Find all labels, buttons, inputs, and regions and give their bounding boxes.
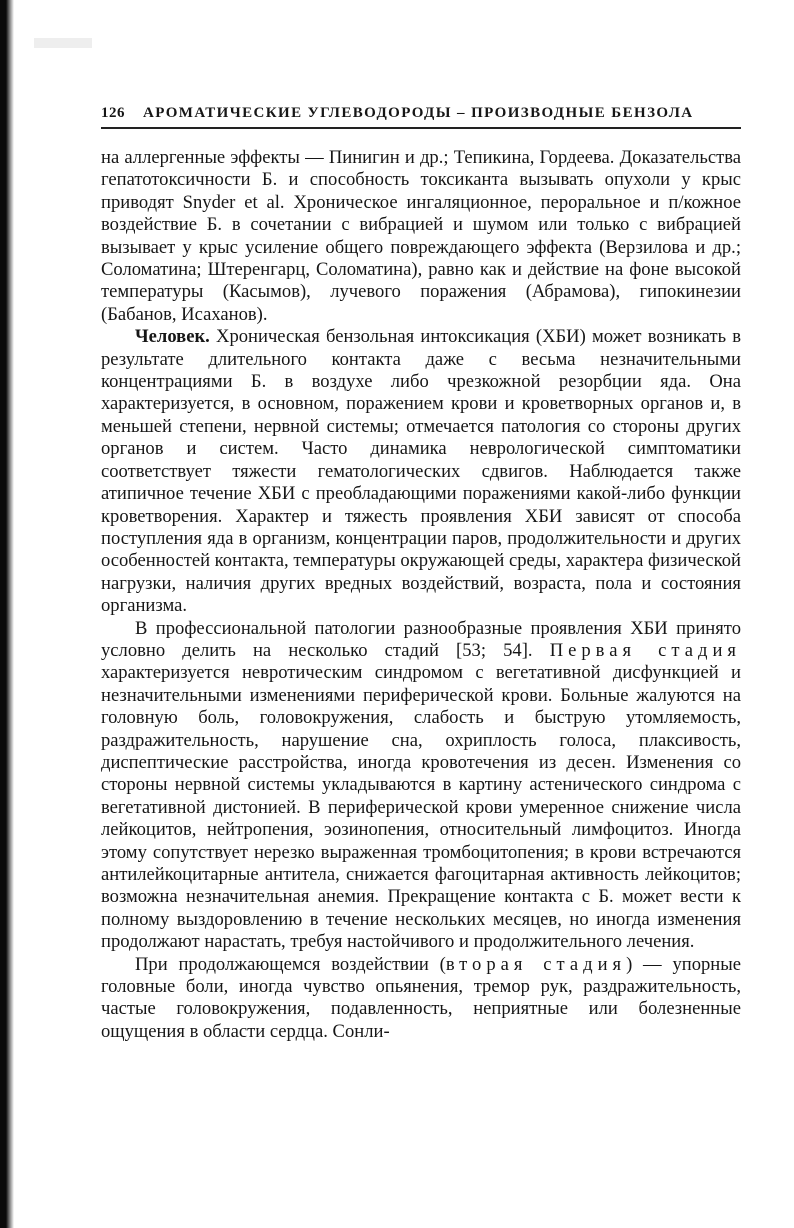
paragraph-3-text-rest: характеризуется невротическим синдромом с вегетативной дисфункцией и незначительными изменениями периферической крови. Больные жалуются на головную боль, головокружения, слабость и быструю утомляемость, раздражительность, нарушение сна, охриплость голоса, плаксивость, диспептические расстройства, иногда кровотечения из десен. Изменения со стороны нервной системы укладываются в картину астенического синдрома с вегетативной дистонией. В периферической крови умеренное снижение числа лейкоцитов, нейтропения, эозинопения, относительный лимфоцитоз. Иногда этому сопутствует нерезко выраженная тромбоцитопения; в крови встречаются антилейкоцитарные антитела, снижается фагоцитарная активность лейкоцитов; возможна незначительная анемия. Прекращение контакта с Б. может вести к полному выздоровлению в течение нескольких месяцев, но иногда изменения продолжают нарастать, требуя настойчивого и продолжительного лечения.	[101, 662, 741, 953]
scan-edge-shadow	[0, 0, 14, 1228]
paragraph-4-text-start: При продолжающемся воздействии (	[135, 953, 446, 975]
first-stage-term: Первая стадия	[549, 639, 741, 661]
page-number: 126	[101, 105, 125, 121]
paragraph-2	[101, 326, 741, 617]
second-stage-term: вторая стадия	[445, 953, 627, 975]
paragraph-3	[101, 618, 741, 954]
book-page	[101, 105, 741, 1043]
section-lead-human: Человек.	[135, 326, 210, 348]
scan-smudge	[34, 38, 92, 48]
body-text	[101, 147, 741, 1043]
running-header	[101, 105, 741, 129]
paragraph-1-text: на аллергенные эффекты — Пинигин и др.; Тепикина, Гордеева. Доказательства гепатотоксичности Б. и способность токсиканта вызывать опухоли у крыс приводят Snyder et al. Хроническое ингаляционное, пероральное и п/кожное воздействие Б. в сочетании с вибрацией и шумом или только с вибрацией вызывает у крыс усиление общего повреждающего эффекта (Верзилова и др.; Соломатина; Штеренгарц, Соломатина), равно как и действие на фоне высокой температуры (Касымов), лучевого поражения (Абрамова), гипокинезии (Бабанов, Исаханов).	[101, 147, 741, 325]
paragraph-2-text: Хроническая бензольная интоксикация (ХБИ) может возникать в результате длительного контакта даже с весьма незначительными концентрациями Б. в воздухе либо чрезкожной резорбции яда. Она характеризуется, в основном, поражением крови и кроветворных органов и, в меньшей степени, нервной системы; отмечается патология со стороны других органов и систем. Часто динамика неврологической симптоматики соответствует тяжести гематологических сдвигов. Наблюдается также атипичное течение ХБИ с преобладающими поражениями какой-либо функции кроветворения. Характер и тяжесть проявления ХБИ зависят от способа поступления яда в организм, концентрации паров, продолжительности и других особенностей контакта, температуры окружающей среды, характера физической нагрузки, наличия других вредных воздействий, возраста, пола и состояния организма.	[101, 326, 741, 617]
paragraph-4-text-rest: ) — упорные головные боли, иногда чувство опьянения, тремор рук, раздражительность, частые головокружения, подавленность, неприятные или болезненные ощущения в области сердца. Сонли-	[101, 953, 741, 1042]
paragraph-3-text-start: В профессиональной патологии разнообразные проявления ХБИ принято условно делить на несколько стадий [53; 54].	[101, 617, 741, 661]
paragraph-4	[101, 954, 741, 1044]
paragraph-1	[101, 147, 741, 326]
running-title: АРОМАТИЧЕСКИЕ УГЛЕВОДОРОДЫ – ПРОИЗВОДНЫЕ БЕНЗОЛА	[143, 105, 694, 121]
